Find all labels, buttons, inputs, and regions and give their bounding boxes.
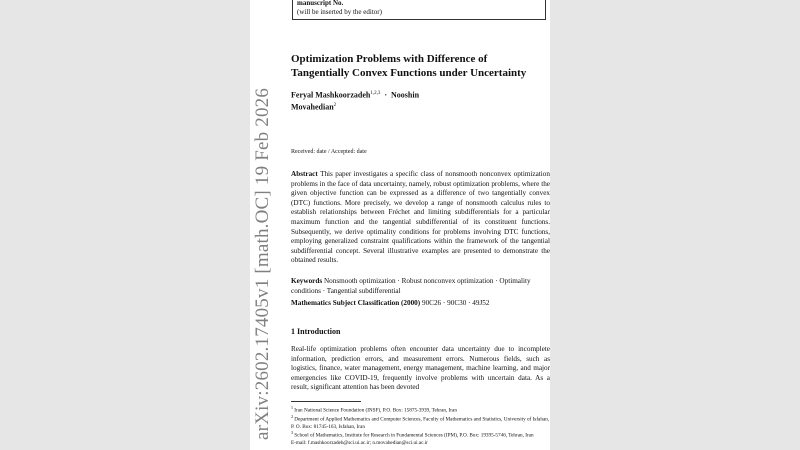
- footnote-2-text: Department of Applied Mathematics and Computer Sciences, Faculty of Mathematics and Statistics, University of Isfahan, P. O. Box: 81745-163, Isfahan, Iran: [291, 417, 550, 430]
- introduction-paragraph: Real-life optimization problems often encounter data uncertainty due to incomplete information, prediction errors, and measurement errors. Numerous fields, such as logistics, finance, water management, energy management, machine learning, and major emergencies like COVID-19, frequently involve problems with uncertain data. As a result, significant attention has been devoted: [291, 345, 550, 392]
- footnote-3-text: School of Mathematics, Institute for Research in Fundamental Sciences (IPM), P.O. Box: 19395-5746, Tehran, Iran: [294, 432, 534, 439]
- paper-title-line-1: Optimization Problems with Difference of: [291, 53, 488, 65]
- keywords: [291, 277, 550, 296]
- footnote-3: [291, 430, 550, 439]
- author-2-affiliation-marks: 2: [333, 102, 337, 108]
- author-list: [291, 89, 491, 112]
- author-1-affiliation-marks: 1,2,3: [370, 91, 381, 96]
- arxiv-identifier: arXiv:2602.17405v1 [math.OC] 19 Feb 2026: [252, 87, 273, 440]
- author-2-last-name: Movahedian: [291, 102, 334, 112]
- keywords-label: Keywords: [291, 277, 323, 285]
- author-1-name: Feryal Mashkoorzadeh: [291, 90, 371, 100]
- abstract-label: Abstract: [291, 170, 318, 178]
- footnote-3-mark: 3: [291, 430, 293, 436]
- manuscript-editor-note: (will be inserted by the editor): [297, 8, 382, 16]
- footnote-divider: [291, 401, 361, 402]
- manuscript-number-box: [292, 0, 546, 20]
- msc-classification: [291, 299, 550, 309]
- received-accepted-dates: Received: date / Accepted: date: [291, 149, 367, 155]
- paper-title: [291, 52, 547, 80]
- manuscript-number-label: manuscript No.: [297, 0, 344, 7]
- msc-label: Mathematics Subject Classification (2000): [291, 299, 421, 307]
- paper-title-line-2: Tangentially Convex Functions under Uncertainty: [291, 67, 527, 79]
- keywords-text: Nonsmooth optimization · Robust nonconvex optimization · Optimality conditions · Tangential subdifferential: [291, 277, 531, 295]
- paper-page: [250, 0, 550, 450]
- section-heading-introduction: 1 Introduction: [291, 327, 341, 336]
- footnote-1-text: Iran National Science Foundation (INSF), P.O. Box: 15875-3939, Tehran, Iran: [294, 407, 457, 414]
- author-separator: ·: [384, 90, 387, 100]
- author-emails: E-mail: f.mashkoorzadeh@sci.ui.ac.ir; n.movahedian@sci.ui.ac.ir: [291, 439, 428, 446]
- footnote-1: [291, 405, 550, 414]
- footnotes: [291, 405, 550, 446]
- footnote-1-mark: 1: [291, 405, 293, 410]
- footnote-2-mark: 2: [291, 414, 293, 420]
- abstract: [291, 170, 550, 266]
- msc-codes: 90C26 · 90C30 · 49J52: [421, 299, 490, 307]
- footnote-2: [291, 414, 550, 430]
- author-2-first-name: Nooshin: [391, 90, 420, 100]
- abstract-text: This paper investigates a specific class of nonsmooth nonconvex optimization problems in the face of data uncertainty, namely, robust optimization problems, where the given objective function can be expressed as a difference of two tangentially convex (DTC) functions. More precisely, we develop a range of nonsmooth calculus rules to establish relationships between Fréchet and limiting subdifferentials for a particular maximum function and the tangential subdifferential of its constituent functions. Subsequently, we derive optimality conditions for problems involving DTC functions, employing generalized constraint qualifications within the framework of the tangential subdifferential concept. Several illustrative examples are presented to demonstrate the obtained results.: [291, 170, 550, 265]
